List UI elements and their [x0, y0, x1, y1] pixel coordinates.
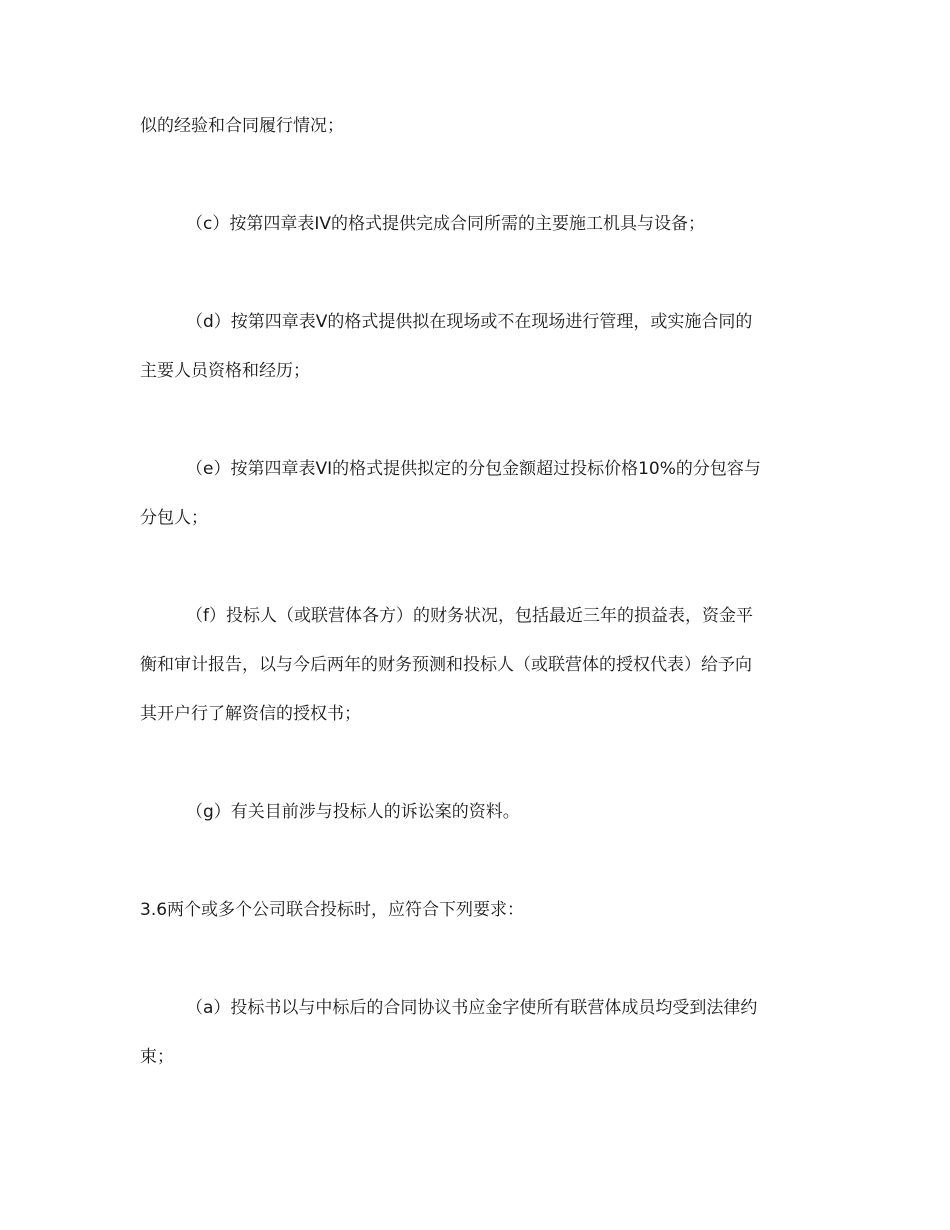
clause-a-line-1: （a）投标书以与中标后的合同协议书应金字使所有联营体成员均受到法律约 [186, 998, 758, 1018]
clause-f-line-2: 衡和审计报告，以与今后两年的财务预测和投标人（或联营体的授权代表）给予向 [140, 655, 752, 675]
clause-c-line: （c）按第四章表IV的格式提供完成合同所需的主要施工机具与设备； [186, 214, 705, 234]
clause-e-line-1: （e）按第四章表VI的格式提供拟定的分包金额超过投标价格10%的分包容与 [186, 459, 761, 479]
clause-a-line-2: 束； [140, 1047, 174, 1067]
section-3-6-heading: 3.6两个或多个公司联合投标时，应符合下列要求： [140, 900, 525, 920]
clause-f-line-1: （f）投标人（或联营体各方）的财务状况，包括最近三年的损益表，资金平 [186, 606, 753, 626]
paragraph-continuation-line: 似的经验和合同履行情况； [140, 116, 344, 136]
clause-d-line-2: 主要人员资格和经历； [140, 361, 310, 381]
clause-d-line-1: （d）按第四章表Ⅴ的格式提供拟在现场或不在现场进行管理，或实施合同的 [186, 312, 753, 332]
clause-f-line-3: 其开户行了解资信的授权书； [140, 704, 361, 724]
clause-e-line-2: 分包人； [140, 508, 208, 528]
clause-g-line: （g）有关目前涉与投标人的诉讼案的资料。 [186, 802, 520, 822]
